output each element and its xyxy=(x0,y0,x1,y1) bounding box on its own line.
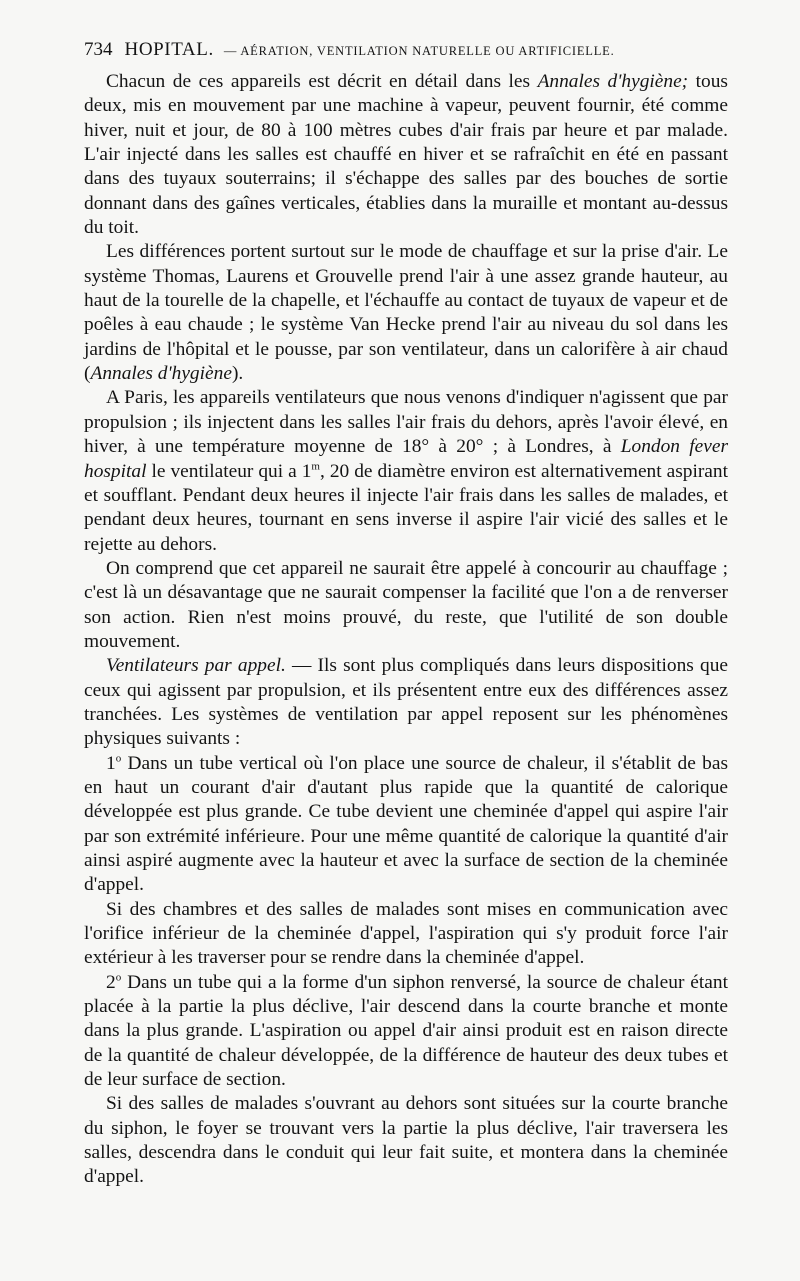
paragraph-6-principle-1: 1$^o$ Dans un tube vertical où l'on place une source de chaleur, il s'établit de bas en haut un courant d'air d'autant plus rapide que la quantité de calorique développée est plus grande. Ce tube devient une cheminée d'appel qui aspire l'air par son extrémité inférieure. Pour une même quantité de calorique la quantité d'air ainsi aspiré augmente avec la hauteur et avec la surface de section de la cheminée d'appel. xyxy=(84,752,728,896)
paragraph-4: On comprend que cet appareil ne saurait être appelé à concourir au chauffage ; c'est là un désavantage que ne saurait compenser la facilité que l'on a de renverser son action. Rien n'est moins prouvé, du reste, que l'utilité de son double mouvement. xyxy=(84,557,728,652)
paragraph-3: A Paris, les appareils ventilateurs que nous venons d'indiquer n'agissent que par propulsion ; ils injectent dans les salles l'air frais du dehors, après l'avoir élevé, en hiver, à une température moyenne de 18° à 20° ; à Londres, à London fever hospital le ventilateur qui a 1$^m$, 20 de diamètre environ est alternativement aspirant et soufflant. Pendant deux heures il injecte l'air frais dans les salles de malades, et pendant deux heures, tournant en sens inverse il aspire l'air vicié des salles et le rejette au dehors. xyxy=(84,387,728,555)
paragraph-1: Chacun de ces appareils est décrit en détail dans les Annales d'hygiène; tous deux, mis en mouvement par une machine à vapeur, peuvent fournir, été comme hiver, nuit et jour, de 80 à 100 mètres cubes d'air frais par heure et par malade. L'air injecté dans les salles est chauffé en hiver et se rafraîchit en été en passant dans des tuyaux souterrains; il s'échappe des salles par des bouches de sortie donnant dans des gaînes verticales, établies dans la muraille et montant au-dessus du toit. xyxy=(84,71,728,239)
paragraph-5-section-ventilateurs-par-appel: Ventilateurs par appel. — Ils sont plus compliqués dans leurs dispositions que ceux qui agissent par propulsion, et ils présentent entre eux des différences assez tranchées. Les systèmes de ventilation par appel reposent sur les phénomènes physiques suivants : xyxy=(84,655,728,750)
section-heading: Ventilateurs par appel. xyxy=(106,655,286,677)
body-text xyxy=(84,70,728,1190)
paragraph-8-principle-2: 2$^o$ Dans un tube qui a la forme d'un siphon renversé, la source de chaleur étant placée à la partie la plus déclive, l'air descend dans la courte branche et monte dans la plus grande. L'aspiration ou appel d'air ainsi produit est en raison directe de la quantité de chaleur développée, de la différence de hauteur des deux tubes et de leur surface de section. xyxy=(84,971,728,1091)
running-title: HOPITAL. xyxy=(124,39,214,60)
page-number: 734 xyxy=(84,39,113,60)
paragraph-9: Si des salles de malades s'ouvrant au dehors sont situées sur la courte branche du siphon, le foyer se trouvant vers la partie la plus déclive, l'air traversera les salles, descendra dans le conduit qui leur fait suite, et montera dans la cheminée d'appel. xyxy=(84,1093,728,1188)
running-header xyxy=(84,36,724,64)
paragraph-7: Si des chambres et des salles de malades sont mises en communication avec l'orifice inférieur de la cheminée d'appel, l'aspiration qui s'y produit force l'air extérieur à les traverser pour se rendre dans la cheminée d'appel. xyxy=(84,898,728,969)
paragraph-2: Les différences portent surtout sur le mode de chauffage et sur la prise d'air. Le système Thomas, Laurens et Grouvelle prend l'air à une assez grande hauteur, au haut de la tourelle de la chapelle, et l'échauffe au contact de tuyaux de vapeur et de poêles à eau chaude ; le système Van Hecke prend l'air au niveau du sol dans les jardins de l'hôpital et le pousse, par son ventilateur, dans un calorifère à air chaud (Annales d'hygiène). xyxy=(84,241,728,385)
running-subtitle: — AÉRATION, VENTILATION NATURELLE OU ARTIFICIELLE. xyxy=(223,44,615,58)
